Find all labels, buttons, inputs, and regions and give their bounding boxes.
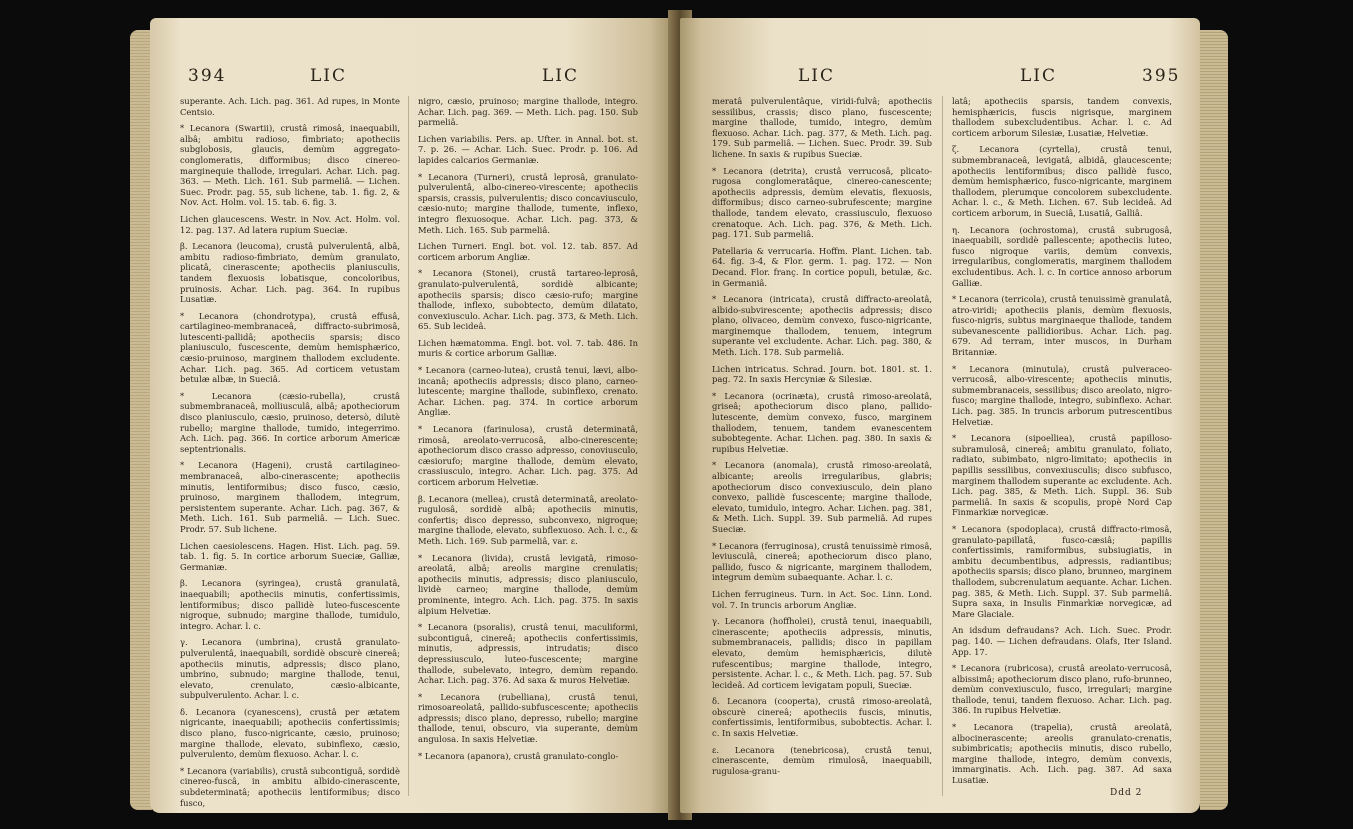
text-column-2: [952, 96, 1172, 792]
paragraph: * Lecanora (detrita), crustâ verrucosâ, plicato-rugosa conglomeratâque, cinereo-canescente; apotheciis adpressis, demùm elevatis, flexuosis, difformibus; disco carneo-subrufescente; margine thallode, tandem elevato, crassiusculo, flexuoso crenatoque. Ach. Lich. pag. 376, & Meth. Lich. pag. 171. Sub parmeliâ.: [712, 165, 932, 240]
paragraph: ε. Lecanora (tenebricosa), crustâ tenui, cinerascente, demùm rimulosâ, inaequabili, rugulosa-granu-: [712, 744, 932, 776]
paragraph: Lichen glaucescens. Westr. in Nov. Act. Holm. vol. 12. pag. 137. Ad latera rupium Sueciæ.: [180, 213, 400, 235]
running-head: LIC: [1020, 66, 1058, 86]
paragraph: γ. Lecanora (umbrina), crustâ granulato-pulverulentâ, inaequabili, sordidè obscurè cinereâ; apotheciis minutis, adpressis; disco plano, umbrino, subnudo; margine thallode, tenui, elevato, crenulato, cæsio-albicante, subpulverulento. Achar. l. c.: [180, 637, 400, 701]
paragraph: * Lecanora (trapelia), crustâ areolatâ, albocinerascente; areolis granulato-crenatis, subimbricatis; apotheciis minutis, disco rubello, margine thallode, integro, demùm convexis, immarginatis. Ach. Lich. pag. 387. Ad saxa Lusatiæ.: [952, 722, 1172, 786]
paragraph: Lichen caesiolescens. Hagen. Hist. Lich. pag. 59. tab. 1. fig. 5. In cortice arborum Sueciæ, Galliæ, Germaniæ.: [180, 540, 400, 572]
paragraph: latâ; apotheciis sparsis, tandem convexis, hemisphæricis, fuscis nigrisque, marginem thallodem subexcludentibus. Achar. l. c. Ad corticem arborum Silesiæ, Lusatiæ, Helvetiæ.: [952, 96, 1172, 138]
paragraph: * Lecanora (farinulosa), crustâ determinatâ, rimosâ, areolato-verrucosâ, albo-cinerescente; apotheciorum disco crasso adpresso, conoviusculo, cæsiorufo; margine thallode, demùm elevato, crassiusculo, integro. Achar. Lich. pag. 375. Ad corticem arborum Helvetiæ.: [418, 424, 638, 487]
paragraph: * Lecanora (sipoelliea), crustâ papilloso-subramulosâ, cinereâ; ambitu granulato, foliato, radiato, subimbato, nigro-limitato; apotheciis in papillis sessilibus, convexiusculis; disco subfusco, marginem thallodem superante ac excludente. Ach. Lich. pag. 385, & Meth. Lich. Suppl. 36. Sub parmeliâ. In saxis & scopulis, propè Nord Cap Finmarkiæ norvegicæ.: [952, 433, 1172, 518]
paragraph: * Lecanora (Stonei), crustâ tartareo-leprosâ, granulato-pulverulentâ, sordidè albicante; apotheciis sparsis; disco cæsio-rufo; margine thallode, inflexo, subobtecto, demùm dilatato, convexiusculo. Achar. Lich. pag. 373, & Meth. Lich. 65. Sub lecideâ.: [418, 268, 638, 332]
paragraph: * Lecanora (variabilis), crustâ subcontiguâ, sordidè cinereo-fuscâ, in ambitu albido-cinerascente, subdeterminatâ; apotheciis lentiformibus; disco fusco,: [180, 765, 400, 808]
paragraph: * Lecanora (carneo-lutea), crustâ tenui, lævi, albo-incanâ; apotheciis adpressis; disco plano, carneo-lutescente; margine thallode, subinflexo, crenato. Achar. Lichen. pag. 374. In cortice arborum Angliæ.: [418, 365, 638, 418]
paragraph: Lichen Turneri. Engl. bot. vol. 12. tab. 857. Ad corticem arborum Angliæ.: [418, 241, 638, 262]
paragraph: β. Lecanora (mellea), crustâ determinatâ, areolato-rugulosâ, sordidè albâ; apotheciis minutis, confertis; disco depresso, subconvexo, nigroque; margine thallode, elevato, subflexuoso. Ach. l. c., & Meth. Lich. 169. Sub parmeliâ, var. ε.: [418, 493, 638, 546]
paragraph: * Lecanora (rubricosa), crustâ areolato-verrucosâ, albissimâ; apotheciorum disco plano, rufo-brunneo, demùm convexiusculo, fusco, irregulari; margine thallode, tenui, tandem flexuoso. Achar. Lich. pag. 386. In rupibus Helvetiæ.: [952, 663, 1172, 716]
column-rule: [942, 96, 943, 796]
paragraph: Lichen variabilis. Pers. ap. Ufter. in Annal. bot. st. 7. p. 26. — Achar. Lich. Suec. Prodr. p. 106. Ad lapides calcarios Germaniæ.: [418, 133, 638, 165]
text-column-1: [712, 96, 932, 782]
paragraph: * Lecanora (terricola), crustâ tenuissimè granulatâ, atro-viridi; apotheciis planis, demùm flexuosis, fusco-nigris, subtus marginaeque thallode, tandem subevanescente pallidioribus. Achar. Lich. pag. 679. Ad terram, inter muscos, in Durham Britanniæ.: [952, 294, 1172, 358]
paragraph: ζ. Lecanora (cyrtella), crustâ tenui, submembranaceâ, levigatâ, albidâ, glaucescente; apotheciis lentiformibus; disco pallidè fusco, demùm hemisphærico, fusco-nigricante, marginem thallodem, plerumque concolorem subexcludente. Achar. l. c., & Meth. Lichen. 67. Sub lecideâ. Ad corticem arborum, in Sueciâ, Lusatiâ, Galliâ.: [952, 144, 1172, 218]
paragraph: * Lecanora (Hageni), crustâ cartilagineo-membranaceâ, albo-cinerascente; apotheciis minutis, lentiformibus; disco fusco, cæsio, pruinoso, marginem thallodem, integrum, persistentem superante. Achar. Lich. pag. 367, & Meth. Lich. 161. Sub parmeliâ. — Lich. Suec. Prodr. 57. Sub lichene.: [180, 460, 400, 534]
running-head: LIC: [310, 66, 348, 86]
page-edges-right: [1200, 30, 1228, 810]
open-book: [130, 10, 1230, 820]
left-page: [150, 18, 670, 813]
page-number: 395: [1142, 66, 1181, 86]
paragraph: * Lecanora (rubelliana), crustâ tenui, rimosoareolatâ, pallido-subfuscescente; apotheciis adpressis; disco plano, depresso, rubello; margine thallode, tenui, obscuro, via superante, demùm angulosa. In saxis Helvetiæ.: [418, 691, 638, 745]
text-column-1: [180, 96, 400, 813]
page-edges-left: [130, 30, 152, 810]
paragraph: γ. Lecanora (hoffholei), crustâ tenui, inaequabili, cinerascente; apotheciis adpressis, minutis, submembranaceis, pallidis; disco in papillam elevato, demùm hemisphæricis, dilutè rufescentibus; margine thallode, integro, persistente. Achar. l. c., & Meth. Lich. pag. 57. Sub lecideâ. Ad corticem levigatam populi, Sueciæ.: [712, 616, 932, 690]
paragraph: nigro, cæsio, pruinoso; margine thallode, integro. Achar. Lich. pag. 369. — Meth. Lich. pag. 150. Sub parmeliâ.: [418, 96, 638, 128]
paragraph: meratâ pulverulentâque, viridi-fulvâ; apotheciis sessilibus, crassis; disco plano, fuscescente; margine thallode, tumido, integro, demùm flexuoso. Achar. Lich. pag. 377, & Meth. Lich. pag. 179. Sub parmeliâ. — Lichen. Suec. Prodr. 39. Sub lichene. In saxis & rupibus Sueciæ.: [712, 96, 932, 159]
running-head: LIC: [542, 66, 580, 86]
paragraph: * Lecanora (intricata), crustâ diffracto-areolatâ, albido-subvirescente; apotheciis adpressis; disco plano, olivaceo, demùm convexo, fusco-nigricante, marginemque thallodem, tenuem, integrum superante vel excludente. Achar. Lich. pag. 380, & Meth. Lich. 178. Sub parmeliâ.: [712, 294, 932, 358]
text-column-2: [418, 96, 638, 767]
paragraph: * Lecanora (psoralis), crustâ tenui, maculiformi, subcontiguâ, cinereâ; apotheciis confertissimis, minutis, adpressis, intrudatis; disco depressiusculo, luteo-fuscescente; margine thallode, subelevato, integro, demùm repando. Achar. Lich. pag. 376. Ad saxa & muros Helvetiæ.: [418, 622, 638, 686]
paragraph: β. Lecanora (leucoma), crustâ pulverulentâ, albâ, ambitu radioso-fimbriato, demùm granulato, plicatâ, cinerascente; apotheciis planiusculis, tandem flexuosis lobatisque, concoloribus, pruinosis. Achar. Lich. pag. 364. In rupibus Lusatiæ.: [180, 241, 400, 305]
paragraph: Lichen hæmatomma. Engl. bot. vol. 7. tab. 486. In muris & cortice arborum Galliæ.: [418, 337, 638, 359]
paragraph: superante. Ach. Lich. pag. 361. Ad rupes, in Monte Centsio.: [180, 96, 400, 117]
paragraph: * Lecanora (chondrotypa), crustâ effusâ, cartilagineo-membranaceâ, diffracto-subrimosâ, lutescenti-pallidâ; apotheciis sparsis; disco planiusculo, fuscescente, demùm hemisphærico, cæsio-pruinoso, marginem thallodem excludente. Achar. Lich. pag. 365. Ad corticem vetustam betulæ albæ, in Sueciâ.: [180, 310, 400, 385]
paragraph: * Lecanora (cæsio-rubella), crustâ submembranaceâ, molliusculâ, albâ; apotheciorum disco planiusculo, cæsio, pruinoso, detersò, dilutè rubello; margine thallode, tumido, integerrimo. Ach. Lich. pag. 366. In cortice arborum Americæ septentrionalis.: [180, 390, 400, 454]
right-page: [680, 18, 1200, 813]
paragraph: η. Lecanora (ochrostoma), crustâ subrugosâ, inaequabili, sordidè pallescente; apotheciis luteo, fusco nigroque variis, demùm convexis, irregularibus, conglomeratis, marginem thallodem excludentibus. Ach. l. c. In cortice annoso arborum Galliæ.: [952, 224, 1172, 288]
paragraph: δ. Lecanora (cyanescens), crustâ per ætatem nigricante, inaequabili; apotheciis confertissimis; disco plano, fusco-nigricante, cæsio, pruinoso; margine thallode, elevato, subinflexo, cæsio, pulverulento, demùm flexuoso. Achar. l. c.: [180, 706, 400, 760]
column-rule: [408, 96, 409, 796]
paragraph: Lichen intricatus. Schrad. Journ. bot. 1801. st. 1. pag. 72. In saxis Hercyniæ & Silesiæ.: [712, 363, 932, 385]
paragraph: An idsdum defraudans? Ach. Lich. Suec. Prodr. pag. 140. — Lichen defraudans. Olafs, Iter Island. App. 17.: [952, 625, 1172, 657]
running-head: LIC: [798, 66, 836, 86]
paragraph: * Lecanora (apanora), crustâ granulato-conglo-: [418, 750, 619, 761]
paragraph: * Lecanora (Turneri), crustâ leprosâ, granulato-pulverulentâ, albo-cinereo-virescente; apotheciis sparsis, crassis, pulverulentis; disco concaviusculo, cæsio-nuto; margine thallode, tumente, inflexo, integro flexuosoque. Achar. Lich. pag. 373, & Meth. Lich. 165. Sub parmeliâ.: [418, 171, 638, 235]
paragraph: * Lecanora (anomala), crustâ rimoso-areolatâ, albicante; areolis irregularibus, glabris; apotheciorum disco convexiusculo, dein plano convexo, pallidè fuscescente; margine thallode, elevato, tumidulo, integro. Achar. Lichen. pag. 381, & Meth. Lich. Suppl. 39. Sub parmeliâ. Ad rupes Sueciæ.: [712, 460, 932, 534]
signature-mark: Ddd 2: [1110, 788, 1143, 798]
paragraph: * Lecanora (spodoplaca), crustâ diffracto-rimosâ, granulato-papillatâ, fusco-cæsiâ; papillis confertissimis, ramiformibus, subsiugiatis, in ambitu decumbentibus, adpressis, radiantibus; apotheciis sparsis; disco plano, brunneo, marginem thallodem, subcrenulatum aequante. Achar. Lichen. pag. 385, & Meth. Lich. Suppl. 37. Sub parmeliâ. Supra saxa, in Insulis Finmarkiæ norvegicæ, ad Mare Glaciale.: [952, 523, 1172, 619]
page-number: 394: [188, 66, 227, 86]
paragraph: * Lecanora (minutula), crustâ pulveraceo-verrucosâ, albo-virescente; apotheciis minutis, submembranaceis, sessilibus; disco areolato, nigro-fusco; margine thallode, integro, subinflexo. Achar. Lich. pag. 385. In truncis arborum putrescentibus Helvetiæ.: [952, 363, 1172, 427]
paragraph: * Lecanora (ocrinæta), crustâ rimoso-areolatâ, griseâ; apotheciorum disco plano, pallido-lutescente, demùm convexo, fusco, marginem thallodem, tenuem, tandem evanescentem subobtegente. Achar. Lichen. pag. 380. In saxis & rupibus Helvetiæ.: [712, 390, 932, 454]
paragraph: δ. Lecanora (cooperta), crustâ rimoso-areolatâ, obscurè cinereâ; apotheciis fuscis, minutis, confertissimis, lentiformibus, subobtectis. Achar. l. c. In saxis Helvetiæ.: [712, 696, 932, 739]
paragraph: * Lecanora (ferruginosa), crustâ tenuissimè rimosâ, leviusculâ, cinereâ; apotheciorum disco plano, pallido, fusco & nigricante, marginem thallodem, integrum demùm subaequante. Achar. l. c.: [712, 540, 932, 583]
paragraph: * Lecanora (livida), crustâ levigatâ, rimoso-areolatâ, albâ; areolis margine crenulatis; apotheciis minutis, adpressis; disco planiusculo, lividè carneo; margine thallode, demùm prominente, integro. Ach. Lich. pag. 375. In saxis alpium Helvetiæ.: [418, 552, 638, 616]
paragraph: * Lecanora (Swartii), crustâ rimosâ, inaequabili, albâ; ambitu radioso, fimbriato; apotheciis subglobosis, glaucis, demùm aggregato-conglomeratis, difformibus; disco cinereo-marginequie thallode, irregulari. Achar. Lich. pag. 363. — Meth. Lich. 161. Sub parmeliâ. — Lichen. Suec. Prodr. pag. 55, sub lichene, tab. 1. fig. 2, & Nov. Act. Holm. vol. 15. tab. 6. fig. 3.: [180, 123, 400, 208]
paragraph: Patellaria & verrucaria. Hoffm. Plant. Lichen. tab. 64. fig. 3-4, & Flor. germ. 1. pag. 172. — Non Decand. Flor. franç. In cortice populi, betulæ, &c. in Germaniâ.: [712, 245, 932, 288]
paragraph: Lichen ferrugineus. Turn. in Act. Soc. Linn. Lond. vol. 7. In truncis arborum Angliæ.: [712, 588, 932, 610]
paragraph: β. Lecanora (syringea), crustâ granulatâ, inaequabili; apotheciis minutis, confertissimis, lentiformibus; disco pallidè luteo-fuscescente nigroque, subnudo; margine thallode, tumidulo, integro. Achar. l. c.: [180, 578, 400, 631]
